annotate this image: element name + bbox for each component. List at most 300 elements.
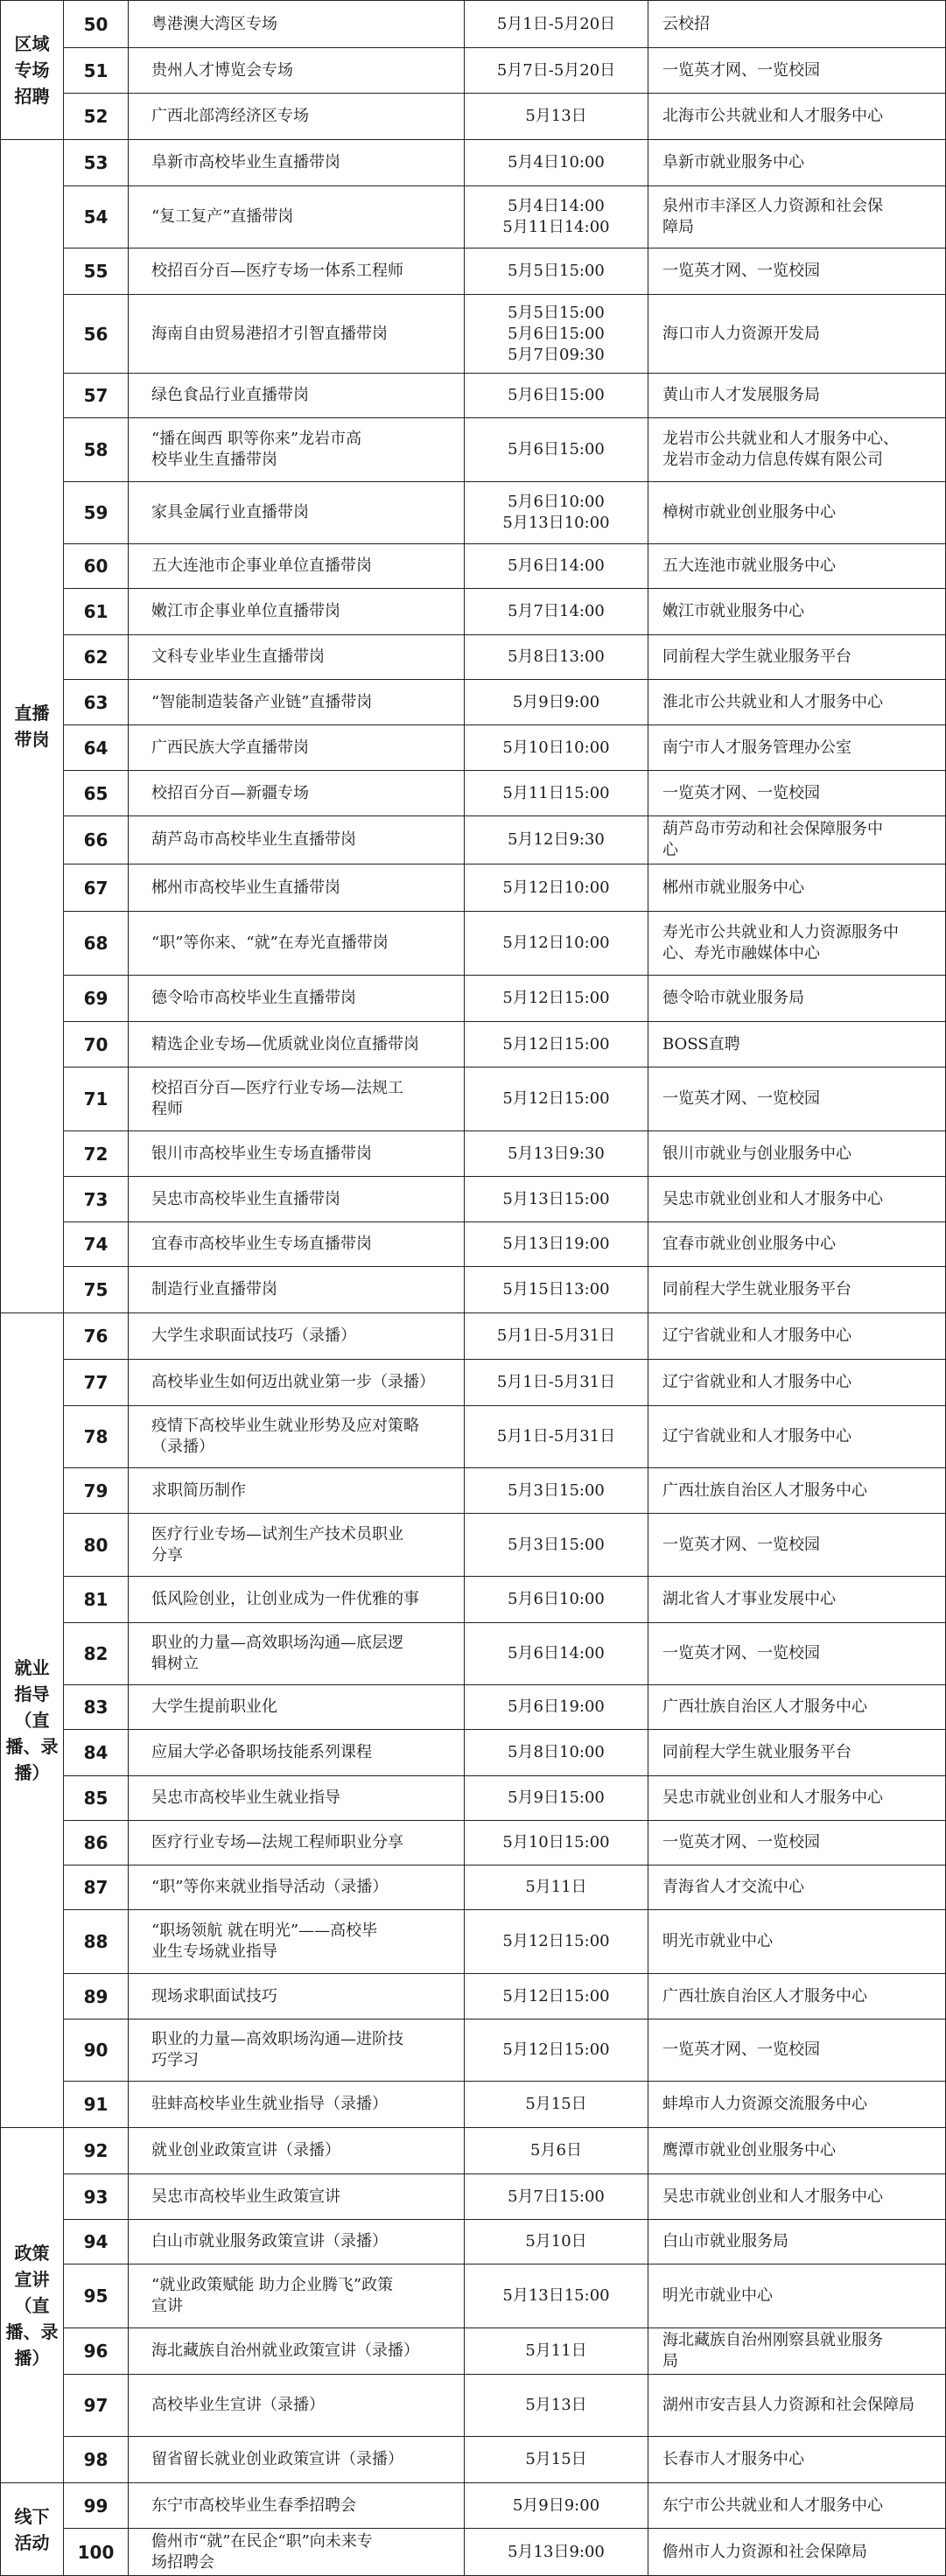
row-number: 79 bbox=[64, 1468, 129, 1514]
activity-time bbox=[465, 725, 648, 771]
activity-time bbox=[465, 1177, 648, 1222]
time-line: 5月3日15:00 bbox=[508, 1535, 605, 1554]
time-line: 5月12日15:00 bbox=[502, 1932, 610, 1950]
table-row bbox=[1, 2264, 946, 2328]
organizer bbox=[648, 2264, 946, 2328]
organizer: 吴忠市就业创业和人才服务中心 bbox=[648, 2174, 946, 2220]
activity-name bbox=[129, 1623, 465, 1685]
organizer: 白山市就业服务局 bbox=[648, 2220, 946, 2264]
row-number: 81 bbox=[64, 1577, 129, 1623]
activity-name: 葫芦岛市高校毕业生直播带岗 bbox=[129, 816, 465, 864]
organizer: 嫩江市就业服务中心 bbox=[648, 589, 946, 635]
time-line: 5月11日 bbox=[525, 1878, 587, 1896]
organizer: 阜新市就业服务中心 bbox=[648, 140, 946, 186]
organizer: 湖州市安吉县人力资源和社会保障局 bbox=[648, 2375, 946, 2437]
activity-time bbox=[465, 2174, 648, 2220]
activity-time bbox=[465, 1577, 648, 1623]
organizer: 蚌埠市人力资源交流服务中心 bbox=[648, 2082, 946, 2128]
activity-time bbox=[465, 680, 648, 725]
activity-name: 驻蚌高校毕业生就业指导（录播） bbox=[129, 2082, 465, 2128]
row-number: 75 bbox=[64, 1267, 129, 1313]
activity-name: 高校毕业生宣讲（录播） bbox=[129, 2375, 465, 2437]
time-line: 5月12日10:00 bbox=[502, 878, 610, 897]
activity-name-line: 程师 bbox=[151, 1100, 183, 1118]
activity-time bbox=[465, 1685, 648, 1730]
table-row bbox=[1, 2328, 946, 2375]
time-line: 5月7日-5月20日 bbox=[496, 60, 616, 80]
organizer-line: 明光市就业中心 bbox=[662, 2286, 773, 2305]
table-row bbox=[1, 589, 946, 635]
table-row bbox=[1, 94, 946, 140]
activity-name-line: 分享 bbox=[151, 1545, 183, 1564]
organizer: 广西壮族自治区人才服务中心 bbox=[648, 1974, 946, 2020]
activity-name-line: 职业的力量—高效职场沟通—进阶技 bbox=[151, 2030, 403, 2048]
row-number: 98 bbox=[64, 2437, 129, 2483]
table-row bbox=[1, 1776, 946, 1821]
organizer-line: 葫芦岛市劳动和社会保障服务中 bbox=[662, 820, 883, 838]
activity-time bbox=[465, 374, 648, 418]
time-line: 5月1日-5月31日 bbox=[496, 1427, 616, 1446]
row-number: 91 bbox=[64, 2082, 129, 2128]
row-number: 84 bbox=[64, 1730, 129, 1776]
category-cell bbox=[1, 140, 64, 1313]
activity-name: 大学生提前职业化 bbox=[129, 1685, 465, 1730]
activity-time bbox=[465, 1360, 648, 1406]
activity-time bbox=[465, 1776, 648, 1821]
table-row bbox=[1, 544, 946, 589]
activity-name: “职”等你来、“就”在寿光直播带岗 bbox=[129, 912, 465, 976]
time-line: 5月5日15:00 bbox=[508, 262, 605, 280]
activity-name-line: 儋州市“就”在民企“职”向未来专 bbox=[151, 2531, 373, 2551]
time-line: 5月9日9:00 bbox=[512, 692, 600, 711]
organizer: 一览英才网、一览校园 bbox=[648, 48, 946, 94]
organizer: 五大连池市就业服务中心 bbox=[648, 544, 946, 589]
organizer-line: 心 bbox=[662, 841, 678, 859]
row-number: 85 bbox=[64, 1776, 129, 1821]
activity-name-line: 医疗行业专场—试剂生产技术员职业 bbox=[151, 1524, 403, 1544]
organizer: 同前程大学生就业服务平台 bbox=[648, 635, 946, 680]
time-line: 5月13日 bbox=[525, 2396, 587, 2414]
row-number: 64 bbox=[64, 725, 129, 771]
activity-time bbox=[465, 482, 648, 544]
organizer bbox=[648, 912, 946, 976]
time-line: 5月6日 bbox=[530, 2141, 582, 2160]
time-line: 5月12日15:00 bbox=[502, 2040, 610, 2059]
time-line: 5月10日10:00 bbox=[502, 738, 610, 757]
row-number: 77 bbox=[64, 1360, 129, 1406]
activity-time bbox=[465, 1131, 648, 1177]
row-number: 97 bbox=[64, 2375, 129, 2437]
activity-time bbox=[465, 771, 648, 816]
activity-name: 德令哈市高校毕业生直播带岗 bbox=[129, 976, 465, 1022]
time-line: 5月12日9:30 bbox=[508, 830, 605, 849]
activity-name: 现场求职面试技巧 bbox=[129, 1974, 465, 2020]
activity-name: 制造行业直播带岗 bbox=[129, 1267, 465, 1313]
organizer: 宜春市就业创业服务中心 bbox=[648, 1222, 946, 1267]
activity-time bbox=[465, 1623, 648, 1685]
activity-name bbox=[129, 1406, 465, 1468]
row-number: 50 bbox=[64, 1, 129, 48]
activity-name: 白山市就业服务政策宣讲（录播） bbox=[129, 2220, 465, 2264]
category-cell bbox=[1, 1313, 64, 2128]
row-number: 58 bbox=[64, 418, 129, 482]
category-line: 区域 bbox=[14, 33, 50, 54]
organizer: 海口市人力资源开发局 bbox=[648, 295, 946, 374]
activity-time bbox=[465, 2020, 648, 2082]
table-row bbox=[1, 912, 946, 976]
organizer: 鹰潭市就业创业服务中心 bbox=[648, 2128, 946, 2174]
category-line: 政策 bbox=[14, 2242, 50, 2264]
table-row bbox=[1, 1577, 946, 1623]
table-row bbox=[1, 295, 946, 374]
activity-name: 求职简历制作 bbox=[129, 1468, 465, 1514]
row-number: 93 bbox=[64, 2174, 129, 2220]
activity-name: 低风险创业，让创业成为一件优雅的事 bbox=[129, 1577, 465, 1623]
activity-time bbox=[465, 418, 648, 482]
organizer: 北海市公共就业和人才服务中心 bbox=[648, 94, 946, 140]
organizer: BOSS直聘 bbox=[648, 1022, 946, 1068]
table-row bbox=[1, 864, 946, 912]
table-row bbox=[1, 1131, 946, 1177]
activity-name: 广西民族大学直播带岗 bbox=[129, 725, 465, 771]
table-row bbox=[1, 1910, 946, 1974]
organizer: 南宁市人才服务管理办公室 bbox=[648, 725, 946, 771]
table-row bbox=[1, 2220, 946, 2264]
organizer: 银川市就业与创业服务中心 bbox=[648, 1131, 946, 1177]
table-row bbox=[1, 2529, 946, 2576]
row-number: 100 bbox=[64, 2529, 129, 2576]
row-number: 70 bbox=[64, 1022, 129, 1068]
organizer: 黄山市人才发展服务局 bbox=[648, 374, 946, 418]
organizer: 一览英才网、一览校园 bbox=[648, 1514, 946, 1577]
activity-name: 精选企业专场—优质就业岗位直播带岗 bbox=[129, 1022, 465, 1068]
organizer: 儋州市人力资源和社会保障局 bbox=[648, 2529, 946, 2576]
category-line: 播） bbox=[14, 2347, 50, 2369]
activity-time bbox=[465, 1, 648, 48]
organizer: 同前程大学生就业服务平台 bbox=[648, 1730, 946, 1776]
activity-time bbox=[465, 2375, 648, 2437]
time-line: 5月13日15:00 bbox=[502, 1189, 610, 1208]
activity-time bbox=[465, 1866, 648, 1910]
activity-time bbox=[465, 1267, 648, 1313]
category-line: 指导 bbox=[14, 1684, 50, 1704]
activity-name: 广西北部湾经济区专场 bbox=[129, 94, 465, 140]
activity-name: 五大连池市企事业单位直播带岗 bbox=[129, 544, 465, 589]
category-line: 直播 bbox=[14, 703, 50, 724]
activity-time bbox=[465, 1730, 648, 1776]
activity-name-line: （录播） bbox=[151, 1438, 214, 1456]
table-row bbox=[1, 186, 946, 248]
row-number: 94 bbox=[64, 2220, 129, 2264]
organizer: 辽宁省就业和人才服务中心 bbox=[648, 1406, 946, 1468]
row-number: 62 bbox=[64, 635, 129, 680]
organizer: 淮北市公共就业和人才服务中心 bbox=[648, 680, 946, 725]
time-line: 5月7日15:00 bbox=[508, 2187, 605, 2206]
activity-time bbox=[465, 864, 648, 912]
time-line: 5月13日9:30 bbox=[508, 1144, 605, 1163]
row-number: 60 bbox=[64, 544, 129, 589]
table-row bbox=[1, 1974, 946, 2020]
activity-time bbox=[465, 2082, 648, 2128]
time-line: 5月13日15:00 bbox=[502, 2286, 610, 2305]
row-number: 95 bbox=[64, 2264, 129, 2328]
category-line: 宣讲 bbox=[14, 2268, 50, 2290]
organizer: 一览英才网、一览校园 bbox=[648, 1623, 946, 1685]
activity-name bbox=[129, 1068, 465, 1131]
time-line: 5月6日15:00 bbox=[508, 386, 605, 404]
table-row bbox=[1, 771, 946, 816]
row-number: 51 bbox=[64, 48, 129, 94]
activity-time bbox=[465, 2128, 648, 2174]
table-row bbox=[1, 2375, 946, 2437]
table-row bbox=[1, 1866, 946, 1910]
organizer-line: 龙岩市公共就业和人才服务中心、 bbox=[662, 430, 899, 448]
table-row bbox=[1, 1406, 946, 1468]
organizer: 广西壮族自治区人才服务中心 bbox=[648, 1468, 946, 1514]
row-number: 83 bbox=[64, 1685, 129, 1730]
table-row bbox=[1, 1360, 946, 1406]
activity-name: 海南自由贸易港招才引智直播带岗 bbox=[129, 295, 465, 374]
activity-name-line: “就业政策赋能 助力企业腾飞”政策 bbox=[151, 2276, 394, 2294]
table-row bbox=[1, 1, 946, 48]
organizer: 广西壮族自治区人才服务中心 bbox=[648, 1685, 946, 1730]
table-row bbox=[1, 680, 946, 725]
organizer: 樟树市就业创业服务中心 bbox=[648, 482, 946, 544]
time-line: 5月7日09:30 bbox=[508, 345, 605, 364]
time-line: 5月11日14:00 bbox=[502, 218, 610, 236]
activity-name-line: 场招聘会 bbox=[151, 2552, 214, 2572]
activity-name: 校招百分百—新疆专场 bbox=[129, 771, 465, 816]
organizer: 同前程大学生就业服务平台 bbox=[648, 1267, 946, 1313]
activity-name: 吴忠市高校毕业生直播带岗 bbox=[129, 1177, 465, 1222]
organizer-line: 寿光市公共就业和人力资源服务中 bbox=[662, 923, 899, 942]
activity-time bbox=[465, 1821, 648, 1866]
table-row bbox=[1, 1468, 946, 1514]
activity-time bbox=[465, 2529, 648, 2576]
table-row bbox=[1, 2020, 946, 2082]
category-line: （直 bbox=[14, 1710, 50, 1731]
row-number: 69 bbox=[64, 976, 129, 1022]
time-line: 5月11日15:00 bbox=[502, 783, 610, 802]
activity-name bbox=[129, 1910, 465, 1974]
organizer: 青海省人才交流中心 bbox=[648, 1866, 946, 1910]
activity-name bbox=[129, 2020, 465, 2082]
time-line: 5月4日10:00 bbox=[508, 153, 605, 172]
table-row bbox=[1, 374, 946, 418]
time-line: 5月15日 bbox=[525, 2095, 587, 2113]
row-number: 61 bbox=[64, 589, 129, 635]
time-line: 5月5日15:00 bbox=[508, 303, 605, 322]
activity-name: 嫩江市企事业单位直播带岗 bbox=[129, 589, 465, 635]
time-line: 5月1日-5月31日 bbox=[496, 1373, 616, 1391]
time-line: 5月8日10:00 bbox=[508, 1743, 605, 1761]
organizer: 一览英才网、一览校园 bbox=[648, 248, 946, 295]
row-number: 71 bbox=[64, 1068, 129, 1131]
organizer bbox=[648, 418, 946, 482]
activity-name: 家具金属行业直播带岗 bbox=[129, 482, 465, 544]
activity-name-line: 辑树立 bbox=[151, 1655, 199, 1673]
organizer bbox=[648, 816, 946, 864]
activity-name: 校招百分百—医疗专场一体系工程师 bbox=[129, 248, 465, 295]
organizer: 郴州市就业服务中心 bbox=[648, 864, 946, 912]
row-number: 88 bbox=[64, 1910, 129, 1974]
table-row bbox=[1, 976, 946, 1022]
time-line: 5月12日15:00 bbox=[502, 989, 610, 1007]
activity-time bbox=[465, 1406, 648, 1468]
activity-name-line: 疫情下高校毕业生就业形势及应对策略 bbox=[151, 1417, 419, 1435]
activity-name: 粤港澳大湾区专场 bbox=[129, 1, 465, 48]
activity-name: 医疗行业专场—法规工程师职业分享 bbox=[129, 1821, 465, 1866]
organizer-line: 海北藏族自治州刚察县就业服务 bbox=[662, 2331, 883, 2349]
organizer: 一览英才网、一览校园 bbox=[648, 1068, 946, 1131]
activity-time bbox=[465, 1514, 648, 1577]
organizer-line: 泉州市丰泽区人力资源和社会保 bbox=[662, 197, 883, 215]
organizer: 辽宁省就业和人才服务中心 bbox=[648, 1313, 946, 1360]
category-cell bbox=[1, 2483, 64, 2576]
time-line: 5月6日10:00 bbox=[508, 493, 605, 511]
row-number: 73 bbox=[64, 1177, 129, 1222]
row-number: 99 bbox=[64, 2483, 129, 2529]
category-line: 播、录 bbox=[5, 2320, 59, 2342]
activity-name: 阜新市高校毕业生直播带岗 bbox=[129, 140, 465, 186]
organizer-line: 障局 bbox=[662, 218, 694, 236]
time-line: 5月12日15:00 bbox=[502, 1034, 610, 1054]
row-number: 59 bbox=[64, 482, 129, 544]
activity-name-line: 职业的力量—高效职场沟通—底层逻 bbox=[151, 1634, 403, 1652]
activity-time bbox=[465, 1468, 648, 1514]
row-number: 52 bbox=[64, 94, 129, 140]
row-number: 76 bbox=[64, 1313, 129, 1360]
activity-time bbox=[465, 816, 648, 864]
row-number: 89 bbox=[64, 1974, 129, 2020]
organizer: 辽宁省就业和人才服务中心 bbox=[648, 1360, 946, 1406]
category-line: 播、录 bbox=[5, 1736, 59, 1757]
activity-time bbox=[465, 544, 648, 589]
activity-name: 吴忠市高校毕业生政策宣讲 bbox=[129, 2174, 465, 2220]
organizer: 云校招 bbox=[648, 1, 946, 48]
time-line: 5月12日10:00 bbox=[502, 934, 610, 952]
activity-name: 高校毕业生如何迈出就业第一步（录播） bbox=[129, 1360, 465, 1406]
organizer-line: 龙岩市金动力信息传媒有限公司 bbox=[662, 451, 883, 469]
row-number: 56 bbox=[64, 295, 129, 374]
activity-name: 吴忠市高校毕业生就业指导 bbox=[129, 1776, 465, 1821]
activity-time bbox=[465, 635, 648, 680]
category-cell bbox=[1, 2128, 64, 2483]
activity-time bbox=[465, 140, 648, 186]
activity-name: 绿色食品行业直播带岗 bbox=[129, 374, 465, 418]
time-line: 5月8日13:00 bbox=[508, 648, 605, 666]
organizer: 德令哈市就业服务局 bbox=[648, 976, 946, 1022]
activity-name: 贵州人才博览会专场 bbox=[129, 48, 465, 94]
table-row bbox=[1, 816, 946, 864]
activity-name: 应届大学必备职场技能系列课程 bbox=[129, 1730, 465, 1776]
time-line: 5月6日19:00 bbox=[508, 1698, 605, 1716]
organizer-line: 心、寿光市融媒体中心 bbox=[662, 944, 820, 962]
time-line: 5月6日14:00 bbox=[508, 556, 605, 575]
activity-time bbox=[465, 248, 648, 295]
activity-name: 银川市高校毕业生专场直播带岗 bbox=[129, 1131, 465, 1177]
category-line: 就业 bbox=[14, 1657, 50, 1678]
activity-time bbox=[465, 2264, 648, 2328]
time-line: 5月7日14:00 bbox=[508, 602, 605, 620]
table-row bbox=[1, 2082, 946, 2128]
row-number: 72 bbox=[64, 1131, 129, 1177]
activity-time bbox=[465, 1222, 648, 1267]
activity-name bbox=[129, 2529, 465, 2576]
table-row bbox=[1, 635, 946, 680]
row-number: 90 bbox=[64, 2020, 129, 2082]
organizer: 吴忠市就业创业和人才服务中心 bbox=[648, 1177, 946, 1222]
time-line: 5月6日15:00 bbox=[508, 324, 605, 343]
organizer: 一览英才网、一览校园 bbox=[648, 2020, 946, 2082]
activity-time bbox=[465, 94, 648, 140]
activity-time bbox=[465, 48, 648, 94]
table-row bbox=[1, 2483, 946, 2529]
time-line: 5月1日-5月20日 bbox=[496, 14, 616, 33]
row-number: 66 bbox=[64, 816, 129, 864]
table-row bbox=[1, 2174, 946, 2220]
time-line: 5月15日 bbox=[525, 2450, 587, 2468]
row-number: 80 bbox=[64, 1514, 129, 1577]
category-line: 线下 bbox=[14, 2505, 50, 2527]
category-line: 专场 bbox=[14, 60, 50, 80]
time-line: 5月13日9:00 bbox=[508, 2542, 605, 2561]
category-line: （直 bbox=[14, 2294, 50, 2316]
activity-name bbox=[129, 1514, 465, 1577]
table-row bbox=[1, 725, 946, 771]
activity-name: “职”等你来就业指导活动（录播） bbox=[129, 1866, 465, 1910]
organizer: 东宁市公共就业和人才服务中心 bbox=[648, 2483, 946, 2529]
table-row bbox=[1, 1222, 946, 1267]
organizer: 湖北省人才事业发展中心 bbox=[648, 1577, 946, 1623]
time-line: 5月13日19:00 bbox=[502, 1235, 610, 1253]
activity-name: 东宁市高校毕业生春季招聘会 bbox=[129, 2483, 465, 2529]
table-row bbox=[1, 1685, 946, 1730]
table-row bbox=[1, 48, 946, 94]
table-row bbox=[1, 1068, 946, 1131]
activity-time bbox=[465, 186, 648, 248]
activity-time bbox=[465, 1068, 648, 1131]
activity-name: 宜春市高校毕业生专场直播带岗 bbox=[129, 1222, 465, 1267]
category-line: 播） bbox=[14, 1762, 50, 1783]
activity-time bbox=[465, 1974, 648, 2020]
row-number: 67 bbox=[64, 864, 129, 912]
organizer: 一览英才网、一览校园 bbox=[648, 1821, 946, 1866]
activity-name: 留省留长就业创业政策宣讲（录播） bbox=[129, 2437, 465, 2483]
table-row bbox=[1, 1821, 946, 1866]
table-row bbox=[1, 2128, 946, 2174]
activity-time bbox=[465, 1022, 648, 1068]
table-row bbox=[1, 248, 946, 295]
row-number: 78 bbox=[64, 1406, 129, 1468]
table-row bbox=[1, 2437, 946, 2483]
time-line: 5月13日 bbox=[525, 107, 587, 125]
activity-time bbox=[465, 2220, 648, 2264]
activity-name-line: “职场领航 就在明光”——高校毕 bbox=[151, 1922, 378, 1940]
organizer: 明光市就业中心 bbox=[648, 1910, 946, 1974]
time-line: 5月9日15:00 bbox=[508, 1788, 605, 1807]
category-line: 招聘 bbox=[14, 86, 50, 107]
row-number: 55 bbox=[64, 248, 129, 295]
activity-name: 就业创业政策宣讲（录播） bbox=[129, 2128, 465, 2174]
organizer: 吴忠市就业创业和人才服务中心 bbox=[648, 1776, 946, 1821]
time-line: 5月9日9:00 bbox=[512, 2496, 600, 2515]
activity-name: 大学生求职面试技巧（录播） bbox=[129, 1313, 465, 1360]
table-row bbox=[1, 1267, 946, 1313]
activity-name bbox=[129, 418, 465, 482]
time-line: 5月6日14:00 bbox=[508, 1644, 605, 1662]
row-number: 68 bbox=[64, 912, 129, 976]
